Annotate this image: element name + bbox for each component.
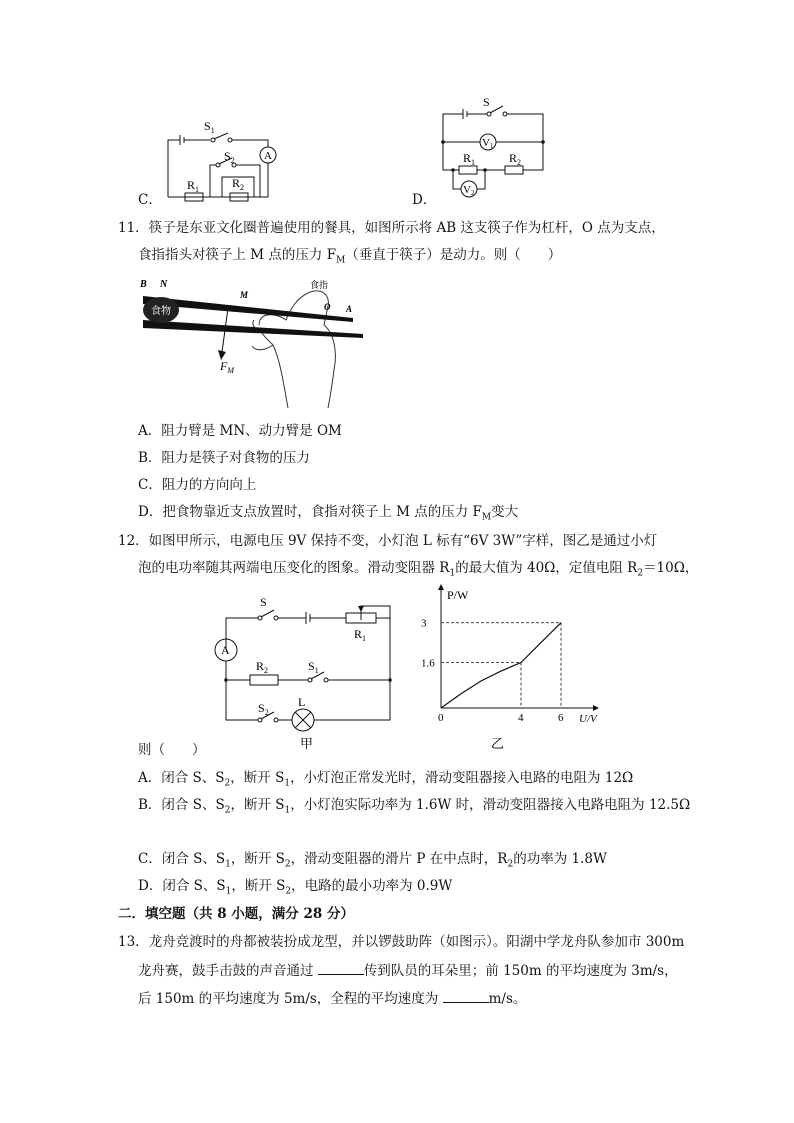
section-2-title: 二．填空题（共 8 小题，满分 28 分） bbox=[118, 906, 354, 922]
q11-option-a: A．阻力臂是 MN、动力臂是 OM bbox=[138, 423, 342, 439]
chart-caption: 乙 bbox=[491, 736, 505, 751]
q10-option-d: D． bbox=[412, 192, 437, 208]
jia-s1-label: $S_1$ bbox=[308, 659, 319, 675]
q10-circuit-d bbox=[435, 92, 555, 207]
chopsticks-illustration bbox=[138, 270, 368, 410]
q11-option-d bbox=[138, 502, 518, 528]
q11-line2-end: （垂直于筷子）是动力。则（ ） bbox=[345, 247, 562, 263]
q10-circuit-c bbox=[150, 115, 280, 210]
x-axis-arrow bbox=[593, 705, 599, 711]
c-s1-label: $S_1$ bbox=[204, 119, 215, 135]
jia-r2-label: $R_2$ bbox=[256, 659, 269, 675]
circuit-jia-diagram bbox=[208, 590, 398, 755]
q11-option-d-sub: M bbox=[481, 512, 492, 523]
circuit-d-diagram bbox=[435, 92, 555, 207]
q12-option-b: B．闭合 S、$S_2$，断开 $S_1$，小灯泡实际功率为 1.6W 时，滑动变阻器接入电路电阻为 12.5Ω bbox=[138, 797, 691, 816]
q12-line2-sub2: 2 bbox=[637, 568, 644, 579]
q13-stem-line2: 龙舟赛，鼓手击鼓的声音通过 传到队员的耳朵里；前 150m 的平均速度为 3m/s， bbox=[138, 960, 678, 981]
q12-ask: 则（ ） bbox=[138, 742, 206, 758]
q12-stem-line2 bbox=[138, 558, 698, 584]
point-m-label: M bbox=[240, 290, 249, 300]
q11-line2-text: 食指指头对筷子上 M 点的压力 F bbox=[138, 247, 337, 263]
q13-stem-line1: 13．龙舟竞渡时的舟都被装扮成龙型，并以锣鼓助阵（如图示）。阳湖中学龙舟队参加市 300m bbox=[118, 934, 685, 950]
circuit-c-diagram bbox=[150, 115, 280, 210]
point-n-label: N bbox=[160, 279, 168, 290]
power-voltage-chart bbox=[408, 585, 597, 755]
origin-label: 0 bbox=[438, 712, 444, 724]
q12-line2-b: 的最大值为 40Ω，定值电阻 R bbox=[455, 560, 638, 576]
jia-ammeter-label: A bbox=[221, 643, 230, 657]
jia-s-label: S bbox=[260, 595, 267, 609]
q12-option-c: C．闭合 S、$S_1$，断开 $S_2$，滑动变阻器的滑片 P 在中点时，$R_2$的功率为 1.8W bbox=[138, 851, 607, 870]
q13-blank-2[interactable] bbox=[443, 988, 489, 1003]
y-axis-arrow bbox=[438, 584, 444, 590]
q11-option-d-text: D．把食物靠近支点放置时，食指对筷子上 M 点的压力 F bbox=[138, 504, 482, 520]
force-fm-label: $F_M$ bbox=[220, 359, 235, 375]
c-s2-label: $S_2$ bbox=[224, 149, 235, 165]
d-r1-label: $R_1$ bbox=[463, 151, 476, 167]
d-v2-label: V2 bbox=[463, 184, 475, 197]
q13-blank-1[interactable] bbox=[318, 960, 364, 975]
food-label: 食物 bbox=[151, 306, 171, 317]
q11-option-c: C．阻力的方向向上 bbox=[138, 477, 257, 493]
y-axis-label: P/W bbox=[447, 588, 469, 602]
q11-stem-line2 bbox=[138, 245, 561, 271]
q12-stem-line1: 12．如图甲所示，电源电压 9V 保持不变，小灯泡 L 标有“6V 3W”字样，图乙是通过小灯 bbox=[118, 533, 658, 549]
q13-stem-line3: 后 150m 的平均速度为 5m/s，全程的平均速度为 m/s。 bbox=[138, 988, 526, 1009]
d-s-label: S bbox=[483, 95, 490, 109]
q11-line2-sub: M bbox=[336, 255, 346, 266]
x-tick-label-1: 6 bbox=[558, 712, 564, 724]
jia-l-label: L bbox=[298, 695, 306, 709]
q11-option-d-end: 变大 bbox=[491, 504, 519, 520]
q11-option-b: B．阻力是筷子对食物的压力 bbox=[138, 450, 310, 466]
power-curve bbox=[441, 623, 561, 708]
q12-line2-sub1: 1 bbox=[449, 568, 456, 579]
jia-s2-label: $S_2$ bbox=[258, 701, 269, 717]
x-axis-label: U/V bbox=[579, 713, 597, 725]
jia-r1-label: $R_1$ bbox=[354, 627, 367, 643]
c-r1-label: $R_1$ bbox=[187, 178, 200, 194]
q12-line2-a: 泡的电功率随其两端电压变化的图象。滑动变阻器 R bbox=[138, 560, 450, 576]
q12-chart-yi bbox=[408, 585, 597, 755]
q12-circuit-jia bbox=[208, 590, 398, 755]
x-tick-label-0: 4 bbox=[518, 712, 524, 724]
y-tick-label-0: 1.6 bbox=[421, 657, 435, 670]
q11-chopsticks-figure bbox=[138, 270, 368, 410]
q10-option-c: C． bbox=[138, 192, 162, 208]
q12-line2-c: ＝10Ω， bbox=[643, 560, 699, 576]
d-v1-label: V1 bbox=[482, 137, 494, 150]
d-r2-label: $R_2$ bbox=[509, 151, 522, 167]
jia-caption: 甲 bbox=[300, 736, 314, 751]
q12-option-d: D．闭合 S、$S_1$，断开 $S_2$，电路的最小功率为 0.9W bbox=[138, 878, 453, 897]
point-o-label: O bbox=[324, 302, 331, 312]
c-ammeter-label: A bbox=[264, 150, 272, 162]
point-a-label: A bbox=[346, 304, 353, 314]
y-tick-label-1: 3 bbox=[421, 617, 427, 630]
c-r2-label: $R_2$ bbox=[232, 176, 245, 192]
q11-stem-line1: 11．筷子是东亚文化圈普遍使用的餐具，如图所示将 AB 这支筷子作为杠杆，O 点为支点， bbox=[118, 220, 665, 236]
finger-label: 食指 bbox=[310, 280, 329, 290]
point-b-label: B bbox=[140, 279, 147, 290]
q12-option-a: A．闭合 S、$S_2$，断开 $S_1$，小灯泡正常发光时，滑动变阻器接入电路的电阻为 12Ω bbox=[138, 770, 634, 789]
